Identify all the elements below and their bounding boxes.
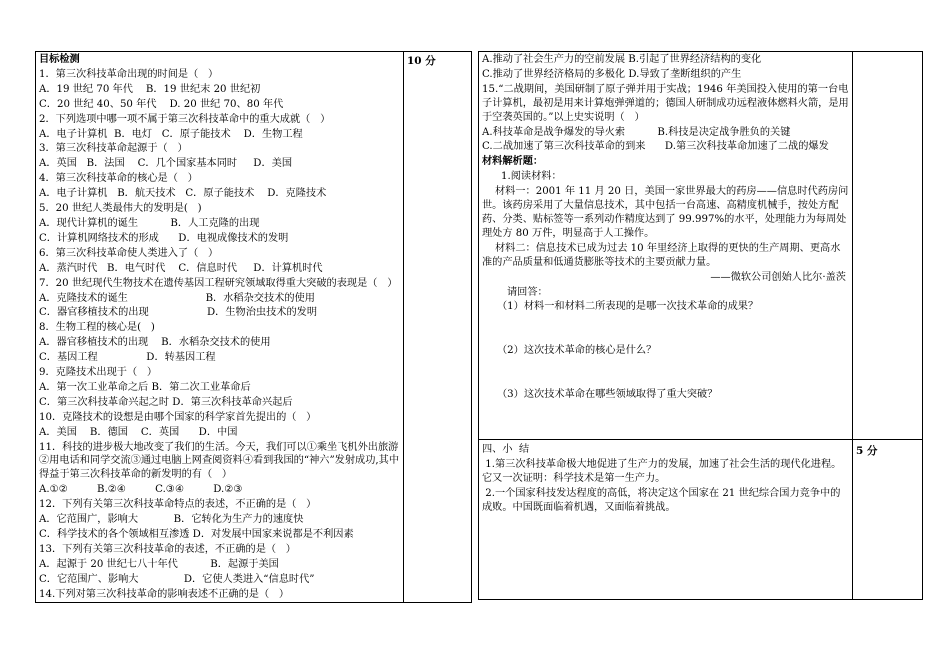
score-label: 10 分	[407, 55, 436, 67]
question-2: （2）这次技术革命的核心是什么？	[497, 345, 657, 357]
material-one: 材料一：2001 年 11 月 20 日，美国一家世界最大的药房——信息时代药房问世。该药房采用了大量信息技术，其中包括一台高速、高精度机械手，按处方配药、分类、贴标签等一系列动作精度达到了 99.997%的水平，处理能力为每周处理处方 80 万件，明显高于人工操作。	[482, 186, 849, 239]
question-line: 6．第三次科技革命使人类进入了（ ）	[39, 247, 219, 259]
question-line: C.二战加速了第三次科技革命的到来 D.第三次科技革命加速了二战的爆发	[482, 141, 829, 153]
question-line: C．第三次科技革命兴起之时 D．第三次科技革命兴起后	[39, 396, 293, 408]
question-line: 14.下列对第三次科技革命的影响表述不正确的是（ ）	[39, 588, 290, 600]
summary-point-1: 1.第三次科技革命极大地促进了生产力的发展，加速了社会生活的现代化进程。它又一次证明：科学技术是第一生产力。	[482, 458, 842, 484]
question-line: A．美国 B．德国 C．英国 D．中国	[39, 426, 238, 438]
question-line: 12．下列有关第三次科技革命特点的表述，不正确的是（ ）	[39, 499, 317, 511]
question-line: 9．克隆技术出现于（ ）	[39, 367, 158, 379]
question-line: A．英国 B．法国 C．几个国家基本同时 D．美国	[39, 158, 293, 170]
question-line: 13．下列有关第三次科技革命的表述，不正确的是（ ）	[39, 543, 296, 555]
material-intro: 1.阅读材料：	[501, 171, 562, 183]
question-line: 2．下列选项中哪一项不属于第三次科技革命中的重大成就（ ）	[39, 113, 331, 125]
question-line: C．它范围广、影响大 D．它使人类进入“信息时代”	[39, 573, 315, 585]
question-line: C．计算机网络技术的形成 D．电视成像技术的发明	[39, 232, 289, 244]
question-line: 10．克隆技术的设想是由哪个国家的科学家首先提出的（ ）	[39, 411, 317, 423]
question-line: A.①② B.②④ C.③④ D.②③	[39, 484, 243, 496]
answer-prompt: 请回答：	[507, 286, 548, 298]
question-line: 11．科技的进步极大地改变了我们的生活。今天，我们可以①乘坐飞机外出旅游②用电话和同学交流③通过电脑上网查阅资料④看到我国的“神六”发射成功,其中得益于第三次科技革命的新发明的有（ ）	[39, 441, 400, 481]
question-line: A．现代计算机的诞生 B．人工克隆的出现	[39, 217, 260, 229]
summary-point-2: 2.一个国家科技发达程度的高低，将决定这个国家在 21 世纪综合国力竞争中的成败。中国既面临着机遇，又面临着挑战。	[482, 487, 841, 513]
target-test-cell	[36, 52, 404, 603]
question-line: A.推动了社会生产力的空前发展 B.引起了世界经济结构的变化	[482, 54, 762, 65]
score-cell	[404, 52, 472, 603]
summary-score-cell	[853, 440, 923, 600]
question-line: A．第一次工业革命之后 B．第二次工业革命后	[39, 381, 251, 393]
question-line: C．科学技术的各个领域相互渗透 D．对发展中国家来说都是不利因素	[39, 529, 354, 540]
left-worksheet-table	[35, 51, 472, 603]
question-line: C.推动了世界经济格局的多极化 D.导致了垄断组织的产生	[482, 68, 742, 80]
question-line: A．器官移植技术的出现 B．水稻杂交技术的使用	[39, 337, 271, 349]
question-line: A．电子计算机 B．航天技术 C．原子能技术 D．克隆技术	[39, 188, 327, 200]
material-score-cell	[853, 52, 923, 440]
material-two: 材料二：信息技术已成为过去 10 年里经济上取得的更快的生产周期、更高水准的产品质量和低通货膨胀等技术的主要贡献力量。	[482, 242, 841, 268]
question-3: （3）这次技术革命在哪些领域取得了重大突破？	[497, 389, 718, 401]
question-list-continued	[479, 52, 852, 154]
right-worksheet-table	[478, 51, 923, 600]
question-line: A．19 世纪 70 年代 B．19 世纪末 20 世纪初	[39, 83, 261, 95]
quote-signature: ——微软公司创始人比尔·盖茨	[710, 271, 846, 283]
question-line: C．基因工程 D．转基因工程	[39, 352, 216, 364]
question-line: 15.“二战期间，美国研制了原子弹并用于实战；1946 年美国投入使用的第一台电子计算机，最初是用来计算炮弹弹道的；德国人研制成功远程液体燃料火箭，是用于空袭英国的。”以上史实说明（ ）	[482, 83, 849, 123]
question-line: 3．第三次科技革命起源于（ ）	[39, 143, 188, 155]
section-heading: 目标检测	[39, 53, 80, 65]
question-line: A．电子计算机 B．电灯 C．原子能技术 D．生物工程	[39, 128, 303, 140]
summary-cell	[479, 440, 853, 600]
summary-score-label: 5 分	[856, 445, 878, 457]
question-line: 5．20 世纪人类最伟大的发明是( )	[39, 203, 202, 215]
question-line: C．20 世纪 40、50 年代 D. 20 世纪 70、80 年代	[39, 98, 284, 110]
question-line: 7．20 世纪现代生物技术在遗传基因工程研究领域取得重大突破的表现是（ ）	[39, 277, 398, 289]
material-heading: 材料解析题：	[482, 155, 544, 168]
question-line: C．器官移植技术的出现 D．生物治虫技术的发明	[39, 307, 318, 319]
question-line: A.科技革命是战争爆发的导火索 B.科技是决定战争胜负的关键	[482, 126, 791, 138]
question-list	[36, 67, 403, 602]
question-line: A．克隆技术的诞生 B．水稻杂交技术的使用	[39, 292, 315, 304]
summary-heading: 四、小 结	[482, 444, 530, 455]
question-1: （1）材料一和材料二所表现的是哪一次技术革命的成果？	[497, 301, 759, 313]
question-line: A．蒸汽时代 B．电气时代 C．信息时代 D．计算机时代	[39, 262, 323, 274]
question-line: A．起源于 20 世纪七八十年代 B．起源于美国	[39, 558, 279, 570]
question-line: 8．生物工程的核心是( )	[39, 322, 155, 334]
material-cell	[479, 52, 853, 440]
question-line: 4．第三次科技革命的核心是（ ）	[39, 173, 198, 185]
question-line: 1．第三次科技革命出现的时间是（ ）	[39, 68, 219, 80]
question-line: A．它范围广，影响大 B．它转化为生产力的速度快	[39, 514, 304, 526]
